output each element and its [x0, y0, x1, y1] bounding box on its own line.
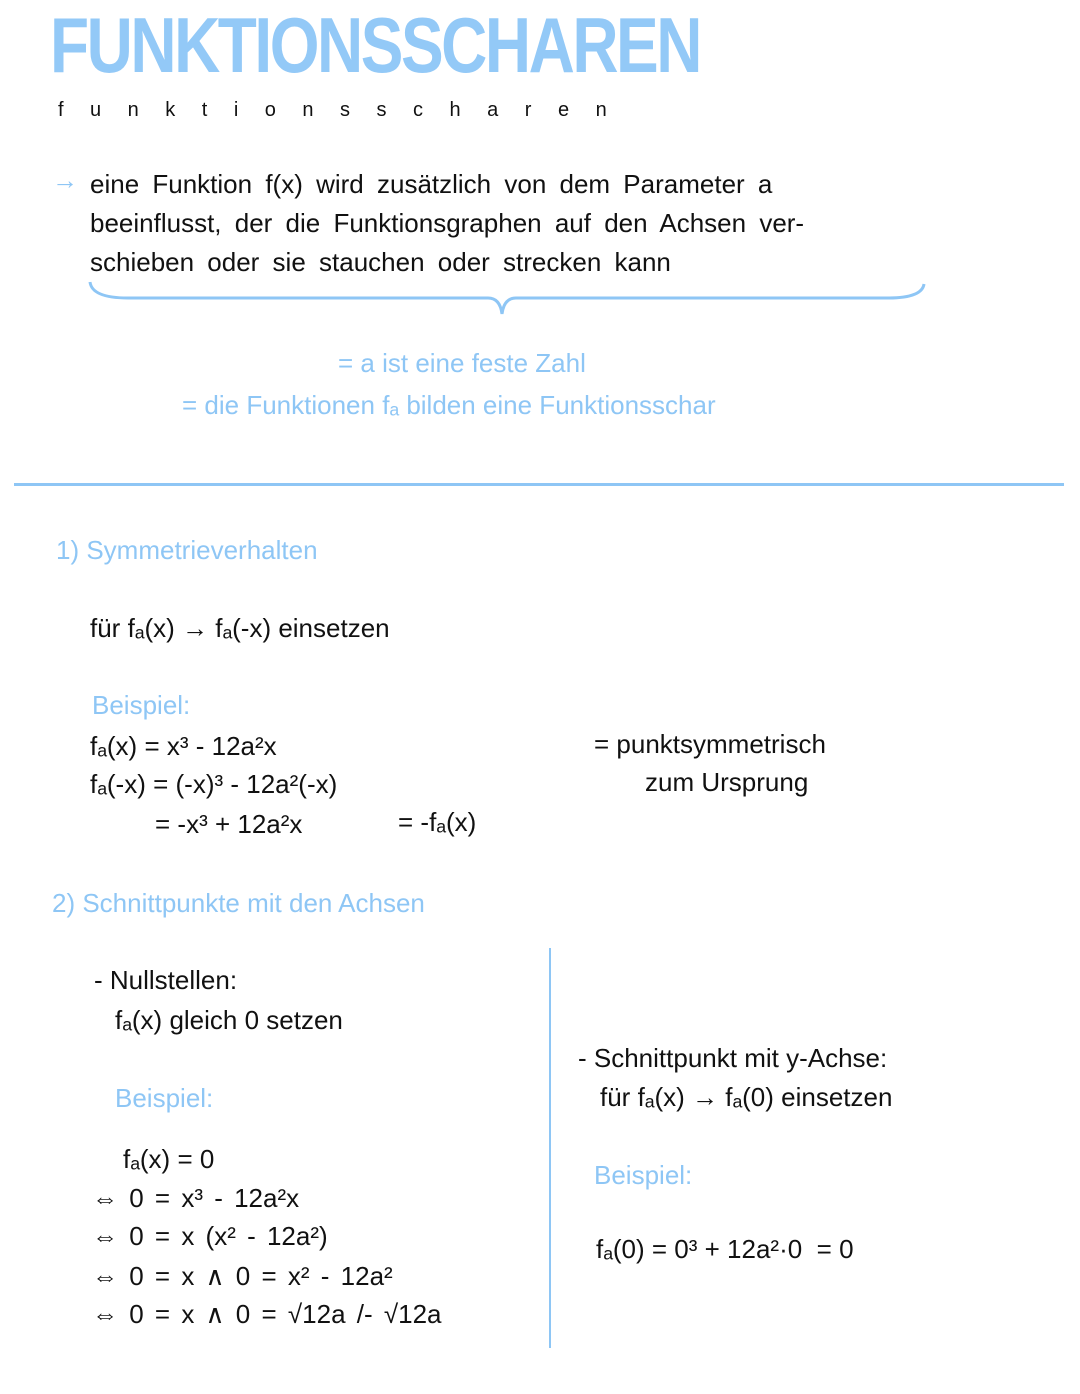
math-line: ⇔ 0 = x ∧ 0 = x² - 12a²	[92, 1261, 393, 1291]
example-label: Beispiel:	[115, 1083, 214, 1113]
section-1-heading: 1) Symmetrieverhalten	[56, 535, 318, 565]
math-line: fₐ(x) = x³ - 12a²x	[90, 731, 277, 761]
intro-line-3: schieben oder sie stauchen oder strecken kann	[90, 247, 671, 277]
arrow-icon: →	[52, 165, 78, 195]
math-line: ⇔ 0 = x (x² - 12a²)	[92, 1221, 328, 1251]
math-line: fₐ(-x) = (-x)³ - 12a²(-x)	[90, 769, 338, 799]
math-line: fₐ(x) = 0	[123, 1144, 215, 1174]
divider	[14, 483, 1064, 486]
zeros-heading: - Nullstellen:	[94, 965, 238, 995]
math-line: fₐ(0) = 0³ + 12a²·0 = 0	[596, 1234, 854, 1264]
math-line: = -fₐ(x)	[398, 807, 477, 837]
example-label: Beispiel:	[594, 1160, 693, 1190]
curly-brace	[88, 280, 928, 320]
intro-line-2: beeinflusst, der die Funktionsgraphen auf den Achsen ver-	[90, 208, 805, 238]
section-2-heading: 2) Schnittpunkte mit den Achsen	[52, 888, 425, 918]
note-2: = die Funktionen fₐ bilden eine Funktionsschar	[182, 390, 716, 420]
math-line: = -x³ + 12a²x	[155, 809, 303, 839]
zeros-rule: fₐ(x) gleich 0 setzen	[115, 1005, 343, 1035]
intro-line-1: eine Funktion f(x) wird zusätzlich von dem Parameter a	[90, 169, 773, 199]
note-1: = a ist eine feste Zahl	[338, 348, 586, 378]
section-1-rule: für fₐ(x) → fₐ(-x) einsetzen	[90, 613, 390, 643]
result-line-1: = punktsymmetrisch	[594, 729, 826, 759]
page-subtitle: funktionsscharen	[58, 99, 634, 121]
math-line: ⇔ 0 = x³ - 12a²x	[92, 1183, 300, 1213]
yaxis-heading: - Schnittpunkt mit y-Achse:	[578, 1043, 888, 1073]
page-title: FUNKTIONSSCHAREN	[50, 1, 700, 89]
result-line-2: zum Ursprung	[645, 767, 809, 797]
math-line: ⇔ 0 = x ∧ 0 = √12a /- √12a	[92, 1299, 442, 1329]
column-divider	[549, 948, 551, 1348]
example-label: Beispiel:	[92, 690, 191, 720]
yaxis-rule: für fₐ(x) → fₐ(0) einsetzen	[600, 1082, 893, 1112]
